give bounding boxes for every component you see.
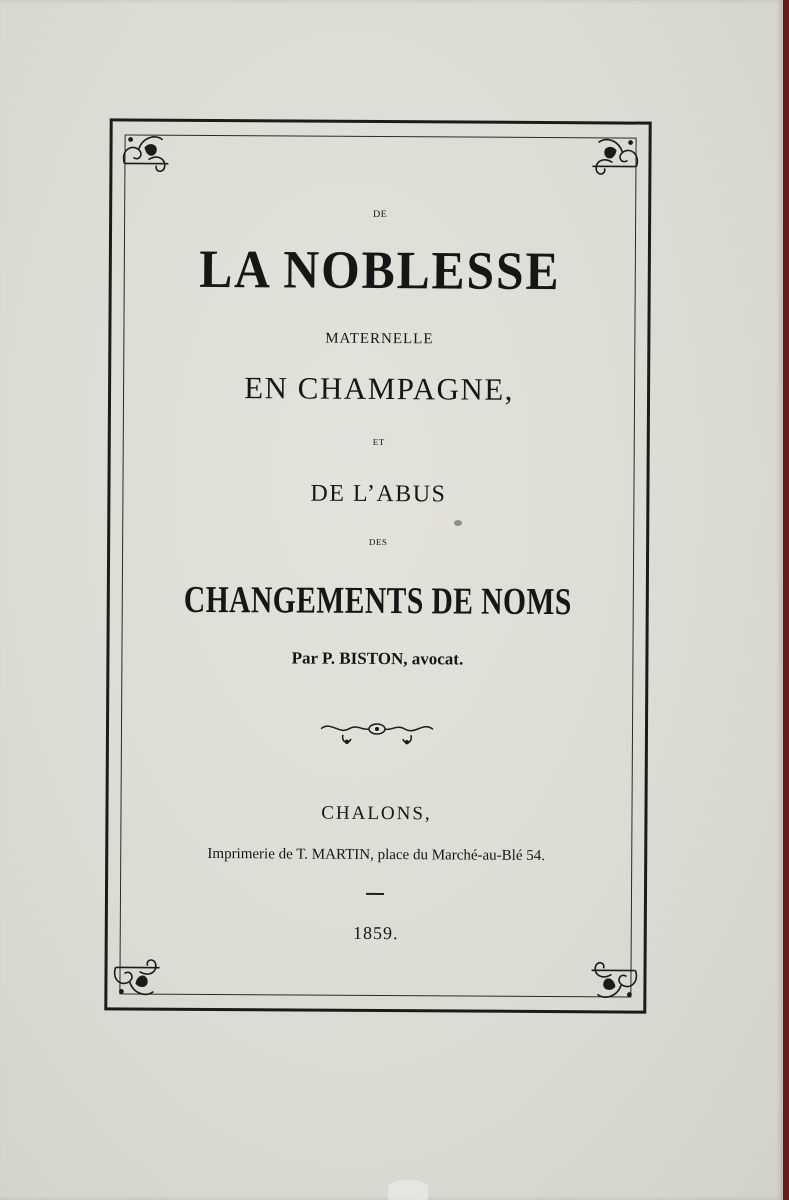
scroll-ornament-icon <box>317 715 437 750</box>
title-abus: DE L’ABUS <box>310 480 447 508</box>
title-changements: CHANGEMENTS DE NOMS <box>183 578 572 624</box>
title-maternelle: MATERNELLE <box>325 330 434 348</box>
separator-dash <box>366 893 384 895</box>
title-champagne: EN CHAMPAGNE, <box>244 370 515 407</box>
article-des: DES <box>368 536 388 548</box>
city-line: CHALONS, <box>321 802 432 825</box>
paper-stain <box>454 520 462 526</box>
preposition-de: DE <box>372 208 388 221</box>
title-noblesse: LA NOBLESSE <box>198 238 561 302</box>
publication-year: 1859. <box>352 922 399 944</box>
outer-border-frame <box>104 118 651 1013</box>
printer-line: Imprimerie de T. MARTIN, place du Marché-au-Blé 54. <box>207 845 546 865</box>
title-block <box>107 121 648 1010</box>
author-line: Par P. BISTON, avocat. <box>291 648 464 669</box>
paper-tear <box>388 1180 428 1200</box>
conjunction-et: ET <box>372 436 385 448</box>
